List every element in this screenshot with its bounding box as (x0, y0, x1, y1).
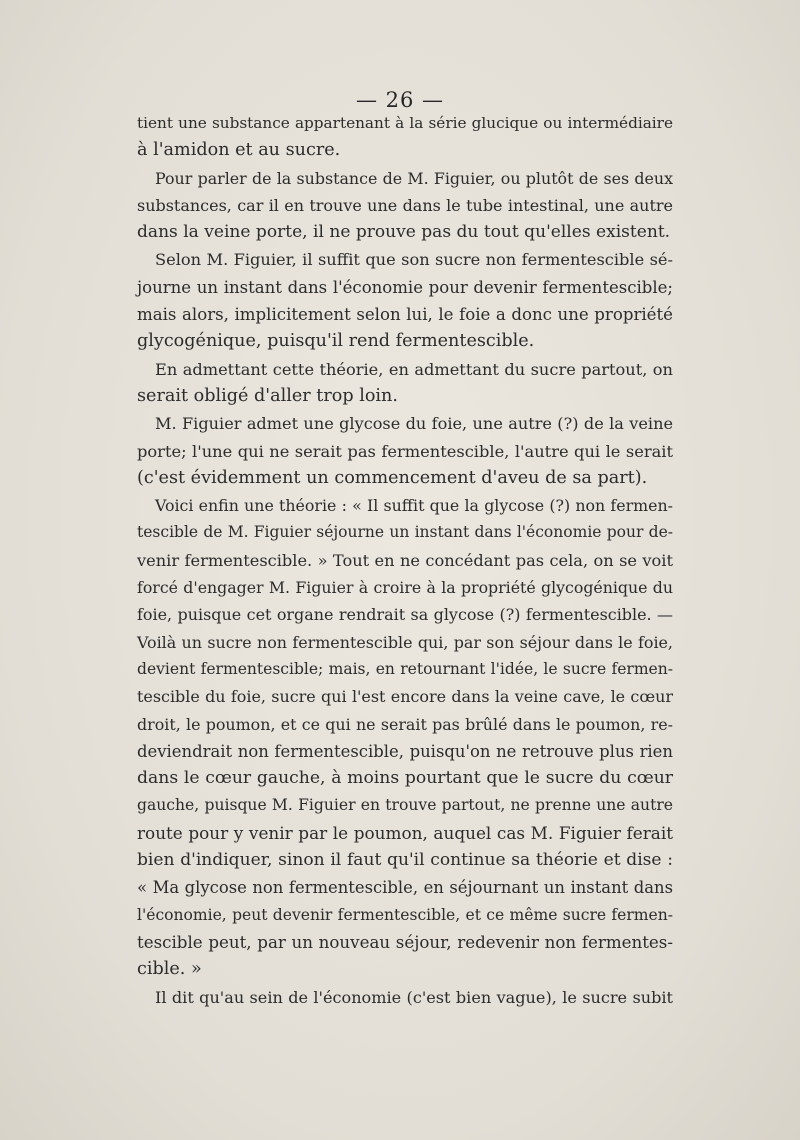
text-line: Selon M. Figuier, il suffit que son sucre non fermentescible sé- (155, 250, 673, 270)
text-line: dans le cœur gauche, à moins pourtant que le sucre du cœur (137, 768, 673, 789)
text-line: En admettant cette théorie, en admettant du sucre partout, on (155, 359, 673, 379)
text-line: Voilà un sucre non fermentescible qui, par son séjour dans le foie, (137, 632, 673, 652)
text-line: l'économie, peut devenir fermentescible, et ce même sucre fermen- (137, 905, 673, 924)
text-line: mais alors, implicitement selon lui, le foie a donc une propriété (137, 305, 673, 325)
text-line: gauche, puisque M. Figuier en trouve partout, ne prenne une autre (137, 796, 673, 815)
text-line: tescible de M. Figuier séjourne un instant dans l'économie pour de- (137, 523, 673, 542)
text-line: devient fermentescible; mais, en retournant l'idée, le sucre fermen- (137, 659, 673, 678)
text-line: journe un instant dans l'économie pour devenir fermentescible; (137, 277, 673, 297)
text-line: venir fermentescible. » Tout en ne concédant pas cela, on se voit (137, 550, 673, 570)
text-line: foie, puisque cet organe rendrait sa glycose (?) fermentescible. — (137, 605, 673, 625)
text-line: M. Figuier admet une glycose du foie, une autre (?) de la veine (155, 414, 673, 434)
text-line: glycogénique, puisqu'il rend fermentescible. (137, 331, 535, 352)
text-line: forcé d'engager M. Figuier à croire à la propriété glycogénique du (137, 578, 673, 598)
text-line: tient une substance appartenant à la série glucique ou intermédiaire (137, 114, 673, 132)
text-line: bien d'indiquer, sinon il faut qu'il continue sa théorie et dise : (137, 850, 673, 871)
text-line: deviendrait non fermentescible, puisqu'on ne retrouve plus rien (137, 741, 673, 761)
text-line: route pour y venir par le poumon, auquel cas M. Figuier ferait (137, 822, 673, 843)
body-text (137, 110, 673, 1011)
text-line: tescible du foie, sucre qui l'est encore dans la veine cave, le cœur (137, 687, 673, 707)
text-line: « Ma glycose non fermentescible, en séjournant un instant dans (137, 878, 673, 898)
text-line: porte; l'une qui ne serait pas fermentescible, l'autre qui le serait (137, 441, 673, 461)
text-line: Voici enfin une théorie : « Il suffit que la glycose (?) non fermen- (155, 496, 673, 516)
text-line: tescible peut, par un nouveau séjour, redevenir non fermentes- (137, 932, 673, 952)
page-number: — 26 — (355, 88, 445, 112)
text-line: serait obligé d'aller trop loin. (137, 385, 398, 406)
text-line: (c'est évidemment un commencement d'aveu de sa part). (137, 467, 648, 488)
text-line: cible. » (137, 959, 202, 980)
text-line: à l'amidon et au sucre. (137, 140, 341, 161)
text-line: substances, car il en trouve une dans le tube intestinal, une autre (137, 195, 673, 215)
text-line: Il dit qu'au sein de l'économie (c'est bien vague), le sucre subit (155, 987, 673, 1007)
text-line: Pour parler de la substance de M. Figuier, ou plutôt de ses deux (155, 168, 673, 188)
text-line: droit, le poumon, et ce qui ne serait pas brûlé dans le poumon, re- (137, 714, 673, 734)
text-line: dans la veine porte, il ne prouve pas du tout qu'elles existent. (137, 222, 671, 243)
